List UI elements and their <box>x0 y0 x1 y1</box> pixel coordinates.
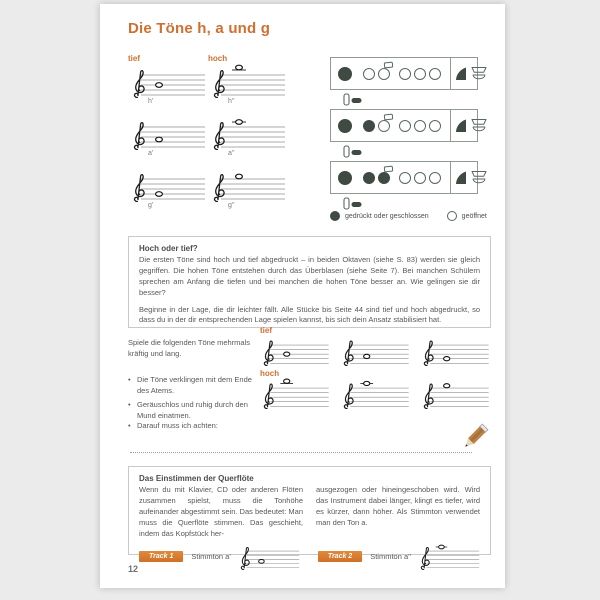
pinky-key-icon <box>455 66 467 81</box>
practice-staff-h-high <box>258 378 330 409</box>
note-prompt-text: Darauf muss ich achten: <box>137 421 218 430</box>
tuning-column-right: ausgezogen oder hineingeschoben wird. Wird das Instrument dabei länger, klingt es tiefer, wird es kürzer, dann höher. Als Stimmton verwendet man den Ton a. <box>316 485 480 527</box>
page-number: 12 <box>128 564 139 574</box>
note-name-h-low: h' <box>148 98 154 105</box>
practice-staff-g-low <box>418 335 490 366</box>
bullet-marker: • <box>128 375 131 384</box>
fingering-legend <box>330 211 487 221</box>
finger-hole <box>414 68 426 80</box>
thumb-hole <box>338 67 352 81</box>
info-box-paragraph-2: Beginne in der Lage, die dir leichter fällt. Alle Stücke bis Seite 44 sind tief und hoch abgedruckt, so dass du in der dir entsprechenden Lage spielen kannst, bis sich dein Ansatz stabilisiert hat. <box>139 304 480 325</box>
finger-hole <box>429 68 441 80</box>
bullet-marker: • <box>128 400 131 409</box>
fingering-chart-a <box>330 109 478 163</box>
practice-staff-g-high <box>418 378 490 409</box>
track-row <box>139 542 480 570</box>
pinky-and-headjoint-icons <box>451 66 491 82</box>
practice-staff-h-low <box>258 335 330 366</box>
pinky-key-icon <box>455 118 467 133</box>
note-name-g-low: g' <box>148 202 154 209</box>
bullet-text: Die Töne verklingen mit dem Ende des Atems. <box>137 375 252 395</box>
open-hole-icon <box>447 211 457 221</box>
finger-hole <box>414 120 426 132</box>
legend-open-label: geöffnet <box>461 212 487 220</box>
finger-hole <box>429 172 441 184</box>
fingering-chart-g <box>330 161 478 215</box>
bullet-item <box>128 375 254 396</box>
practice-low-label: tief <box>260 326 272 335</box>
practice-bullets <box>128 375 254 425</box>
page-title: Die Töne h, a und g <box>128 20 271 37</box>
practice-staff-a-low <box>338 335 410 366</box>
high-column-label: hoch <box>208 54 228 63</box>
finger-hole-with-lever <box>378 120 390 132</box>
practice-staff-a-high <box>338 378 410 409</box>
staff-g-high <box>208 168 286 202</box>
note-name-g-high: g'' <box>228 202 235 209</box>
fingering-box <box>330 161 478 194</box>
info-box-paragraph-1: Die ersten Töne sind hoch und tief abgedruckt – in beiden Oktaven (siehe S. 83) werden sie gleich gegriffen. Die hohen Töne entstehen durch das Überblasen (siehe Seite 7). Bei manchen Schülern sprechen am Anfang die tiefen und bei manchen die hohen Töne besser an. Wie gelingen sie dir besser? <box>139 255 480 297</box>
pinky-and-headjoint-icons <box>451 170 491 186</box>
bullet-marker: • <box>128 421 131 430</box>
fingering-box <box>330 57 478 90</box>
tuning-staff-a-high <box>416 542 480 570</box>
finger-hole <box>399 120 411 132</box>
bullet-text: Geräuschlos und ruhig durch den Mund einatmen. <box>137 400 248 420</box>
pinky-key-icon <box>455 170 467 185</box>
pinky-and-headjoint-icons <box>451 118 491 134</box>
staff-h-high <box>208 64 286 98</box>
bullet-item <box>128 400 254 421</box>
lip-plate-icon <box>470 118 488 134</box>
finger-hole <box>399 68 411 80</box>
tuning-box-title: Das Einstimmen der Querflöte <box>139 474 254 483</box>
write-in-line <box>130 438 472 453</box>
tuning-box <box>128 466 491 561</box>
lip-plate-icon <box>470 66 488 82</box>
finger-hole <box>363 68 375 80</box>
lip-plate-icon <box>470 170 488 186</box>
staff-g-low <box>128 168 206 202</box>
thumb-hole <box>338 119 352 133</box>
finger-hole <box>363 172 375 184</box>
fingering-chart-h <box>330 57 478 111</box>
tuning-staff-a-low <box>236 542 300 570</box>
closed-hole-icon <box>330 211 340 221</box>
legend-closed-label: gedrückt oder geschlossen <box>345 212 429 220</box>
track-2-label: Stimmton a'' <box>370 551 411 561</box>
pencil-icon <box>456 420 492 461</box>
note-name-a-high: a'' <box>228 150 235 157</box>
track-1-label: Stimmton a' <box>191 551 231 561</box>
finger-hole <box>363 120 375 132</box>
staff-a-low <box>128 116 206 150</box>
finger-hole <box>399 172 411 184</box>
info-box-hoch-oder-tief <box>128 236 491 328</box>
practice-intro: Spiele die folgenden Töne mehrmals kräftig und lang. <box>128 338 251 358</box>
note-prompt <box>128 421 278 430</box>
note-name-h-high: h'' <box>228 98 235 105</box>
staff-a-high <box>208 116 286 150</box>
finger-hole <box>414 172 426 184</box>
low-column-label: tief <box>128 54 140 63</box>
practice-high-label: hoch <box>260 369 280 378</box>
staff-h-low <box>128 64 206 98</box>
finger-hole-with-lever <box>378 68 390 80</box>
info-box-title: Hoch oder tief? <box>139 244 198 253</box>
fingering-box <box>330 109 478 142</box>
track-2-badge: Track 2 <box>318 551 362 562</box>
track-1-badge: Track 1 <box>139 551 183 562</box>
note-name-a-low: a' <box>148 150 154 157</box>
thumb-hole <box>338 171 352 185</box>
finger-hole <box>429 120 441 132</box>
finger-hole-with-lever <box>378 172 390 184</box>
tuning-column-left: Wenn du mit Klavier, CD oder anderen Flöten zusammen spielst, muss die Tonhöhe aufeinander abgestimmt sein. Das bedeutet: Man muss die Querflöte stimmen. Das geschieht, indem das Kopfstück her- <box>139 485 303 538</box>
book-page <box>100 4 505 588</box>
tuning-columns <box>139 485 480 539</box>
